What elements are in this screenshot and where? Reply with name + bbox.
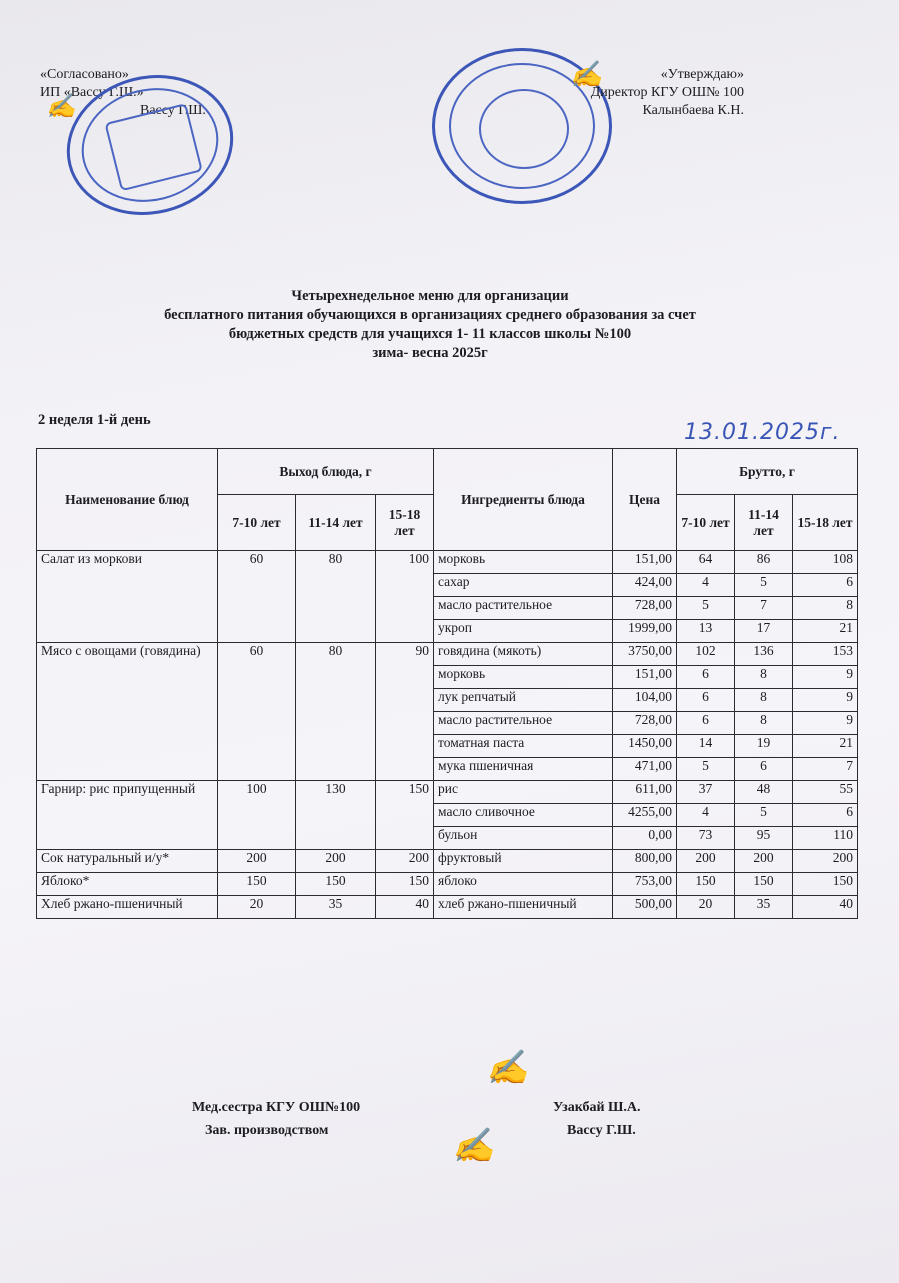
ingredient-price: 151,00: [613, 551, 677, 574]
brutto-11-14: 200: [735, 850, 793, 873]
dish-output-11-14: 150: [296, 873, 376, 896]
agreed-label: «Согласовано»: [40, 67, 129, 82]
brutto-15-18: 110: [793, 827, 858, 850]
brutto-7-10: 13: [677, 620, 735, 643]
ingredient-price: 0,00: [613, 827, 677, 850]
dish-name: Салат из моркови: [37, 551, 218, 643]
dish-output-11-14: 130: [296, 781, 376, 850]
brutto-11-14: 35: [735, 896, 793, 919]
brutto-11-14: 8: [735, 712, 793, 735]
dish-name: Хлеб ржано-пшеничный: [37, 896, 218, 919]
table-row: [37, 850, 858, 873]
brutto-11-14: 19: [735, 735, 793, 758]
dish-output-15-18: 90: [376, 643, 434, 781]
brutto-11-14: 5: [735, 574, 793, 597]
brutto-11-14: 136: [735, 643, 793, 666]
dish-output-15-18: 200: [376, 850, 434, 873]
brutto-7-10: 73: [677, 827, 735, 850]
ingredient-name: масло сливочное: [434, 804, 613, 827]
ingredient-price: 611,00: [613, 781, 677, 804]
agreed-org: ИП «Вассу Г.Ш.»: [40, 85, 144, 100]
brutto-7-10: 150: [677, 873, 735, 896]
ingredient-name: мука пшеничная: [434, 758, 613, 781]
title-line-2: бесплатного питания обучающихся в организациях среднего образования за счет: [164, 307, 696, 323]
table-row: [37, 781, 858, 804]
brutto-11-14: 150: [735, 873, 793, 896]
brutto-11-14: 95: [735, 827, 793, 850]
header-age-2: 11-14 лет: [296, 495, 376, 551]
table-row: [37, 551, 858, 574]
brutto-7-10: 20: [677, 896, 735, 919]
ingredient-name: сахар: [434, 574, 613, 597]
brutto-15-18: 200: [793, 850, 858, 873]
header-dish: Наименование блюд: [37, 449, 218, 551]
brutto-7-10: 5: [677, 758, 735, 781]
brutto-11-14: 17: [735, 620, 793, 643]
header-brutto: Брутто, г: [677, 449, 858, 495]
ingredient-price: 1999,00: [613, 620, 677, 643]
left-signature: ✍: [46, 94, 76, 120]
dish-output-11-14: 80: [296, 643, 376, 781]
header-output: Выход блюда, г: [218, 449, 434, 495]
brutto-15-18: 21: [793, 735, 858, 758]
brutto-11-14: 86: [735, 551, 793, 574]
title-line-4: зима- весна 2025г: [372, 345, 488, 361]
brutto-15-18: 7: [793, 758, 858, 781]
ingredient-name: бульон: [434, 827, 613, 850]
approve-label: «Утверждаю»: [660, 67, 744, 82]
header-price: Цена: [613, 449, 677, 551]
dish-output-7-10: 150: [218, 873, 296, 896]
title-line-3: бюджетных средств для учащихся 1- 11 классов школы №100: [228, 326, 632, 342]
brutto-7-10: 4: [677, 574, 735, 597]
ingredient-name: масло растительное: [434, 597, 613, 620]
approve-org: Директор КГУ ОШ№ 100: [590, 85, 744, 100]
dish-output-7-10: 60: [218, 643, 296, 781]
brutto-15-18: 9: [793, 712, 858, 735]
brutto-11-14: 8: [735, 666, 793, 689]
table-row: [37, 643, 858, 666]
brutto-11-14: 5: [735, 804, 793, 827]
footer-right-2: Вассу Г.Ш.: [567, 1123, 636, 1138]
menu-body: [37, 551, 858, 919]
header-brutto-age-1: 7-10 лет: [677, 495, 735, 551]
right-signature: ✍: [570, 60, 603, 89]
approve-name: Калынбаева К.Н.: [642, 103, 744, 118]
agreed-name: Вассу Г.Ш.: [140, 103, 206, 118]
ingredient-price: 1450,00: [613, 735, 677, 758]
brutto-15-18: 55: [793, 781, 858, 804]
footer-right-1: Узакбай Ш.А.: [553, 1100, 641, 1115]
ingredient-name: морковь: [434, 666, 613, 689]
dish-output-7-10: 100: [218, 781, 296, 850]
dish-name: Гарнир: рис припущенный: [37, 781, 218, 850]
brutto-7-10: 6: [677, 689, 735, 712]
dish-name: Яблоко*: [37, 873, 218, 896]
brutto-15-18: 153: [793, 643, 858, 666]
footer-signature-1: ✍: [486, 1050, 529, 1087]
brutto-7-10: 102: [677, 643, 735, 666]
ingredient-price: 3750,00: [613, 643, 677, 666]
title-line-1: Четырехнедельное меню для организации: [291, 288, 569, 304]
dish-name: Сок натуральный и/у*: [37, 850, 218, 873]
week-day: 2 неделя 1-й день: [38, 412, 151, 428]
ingredient-name: укроп: [434, 620, 613, 643]
header-brutto-age-3: 15-18 лет: [793, 495, 858, 551]
brutto-7-10: 5: [677, 597, 735, 620]
page-title: [60, 287, 800, 363]
brutto-7-10: 14: [677, 735, 735, 758]
brutto-7-10: 4: [677, 804, 735, 827]
brutto-15-18: 40: [793, 896, 858, 919]
header-age-1: 7-10 лет: [218, 495, 296, 551]
brutto-15-18: 21: [793, 620, 858, 643]
header-ingredients: Ингредиенты блюда: [434, 449, 613, 551]
dish-output-15-18: 40: [376, 896, 434, 919]
brutto-15-18: 6: [793, 804, 858, 827]
dish-output-15-18: 150: [376, 781, 434, 850]
header-brutto-age-2: 11-14 лет: [735, 495, 793, 551]
dish-output-15-18: 100: [376, 551, 434, 643]
ingredient-name: масло растительное: [434, 712, 613, 735]
ingredient-price: 4255,00: [613, 804, 677, 827]
dish-output-7-10: 60: [218, 551, 296, 643]
footer-signature-2: ✍: [452, 1128, 495, 1165]
brutto-15-18: 150: [793, 873, 858, 896]
dish-output-15-18: 150: [376, 873, 434, 896]
brutto-11-14: 8: [735, 689, 793, 712]
brutto-15-18: 108: [793, 551, 858, 574]
dish-output-11-14: 200: [296, 850, 376, 873]
ingredient-price: 800,00: [613, 850, 677, 873]
dish-output-7-10: 20: [218, 896, 296, 919]
approve-block: [538, 66, 744, 120]
dish-name: Мясо с овощами (говядина): [37, 643, 218, 781]
ingredient-price: 104,00: [613, 689, 677, 712]
dish-output-11-14: 80: [296, 551, 376, 643]
menu-table: [36, 448, 858, 919]
brutto-11-14: 48: [735, 781, 793, 804]
brutto-7-10: 37: [677, 781, 735, 804]
brutto-7-10: 64: [677, 551, 735, 574]
ingredient-name: говядина (мякоть): [434, 643, 613, 666]
brutto-11-14: 6: [735, 758, 793, 781]
brutto-15-18: 6: [793, 574, 858, 597]
brutto-15-18: 9: [793, 666, 858, 689]
table-row: [37, 873, 858, 896]
ingredient-price: 424,00: [613, 574, 677, 597]
ingredient-price: 471,00: [613, 758, 677, 781]
ingredient-name: лук репчатый: [434, 689, 613, 712]
brutto-7-10: 6: [677, 712, 735, 735]
footer-left-1: Мед.сестра КГУ ОШ№100: [192, 1100, 361, 1115]
brutto-11-14: 7: [735, 597, 793, 620]
footer-left-2: Зав. производством: [205, 1123, 329, 1138]
brutto-15-18: 9: [793, 689, 858, 712]
dish-output-7-10: 200: [218, 850, 296, 873]
table-row: [37, 896, 858, 919]
ingredient-name: фруктовый: [434, 850, 613, 873]
handwritten-date: 13.01.2025г.: [684, 420, 841, 445]
ingredient-name: яблоко: [434, 873, 613, 896]
ingredient-name: морковь: [434, 551, 613, 574]
ingredient-name: хлеб ржано-пшеничный: [434, 896, 613, 919]
header-age-3: 15-18 лет: [376, 495, 434, 551]
ingredient-name: рис: [434, 781, 613, 804]
ingredient-name: томатная паста: [434, 735, 613, 758]
brutto-7-10: 6: [677, 666, 735, 689]
ingredient-price: 500,00: [613, 896, 677, 919]
ingredient-price: 151,00: [613, 666, 677, 689]
brutto-7-10: 200: [677, 850, 735, 873]
dish-output-11-14: 35: [296, 896, 376, 919]
ingredient-price: 728,00: [613, 597, 677, 620]
ingredient-price: 728,00: [613, 712, 677, 735]
brutto-15-18: 8: [793, 597, 858, 620]
ingredient-price: 753,00: [613, 873, 677, 896]
